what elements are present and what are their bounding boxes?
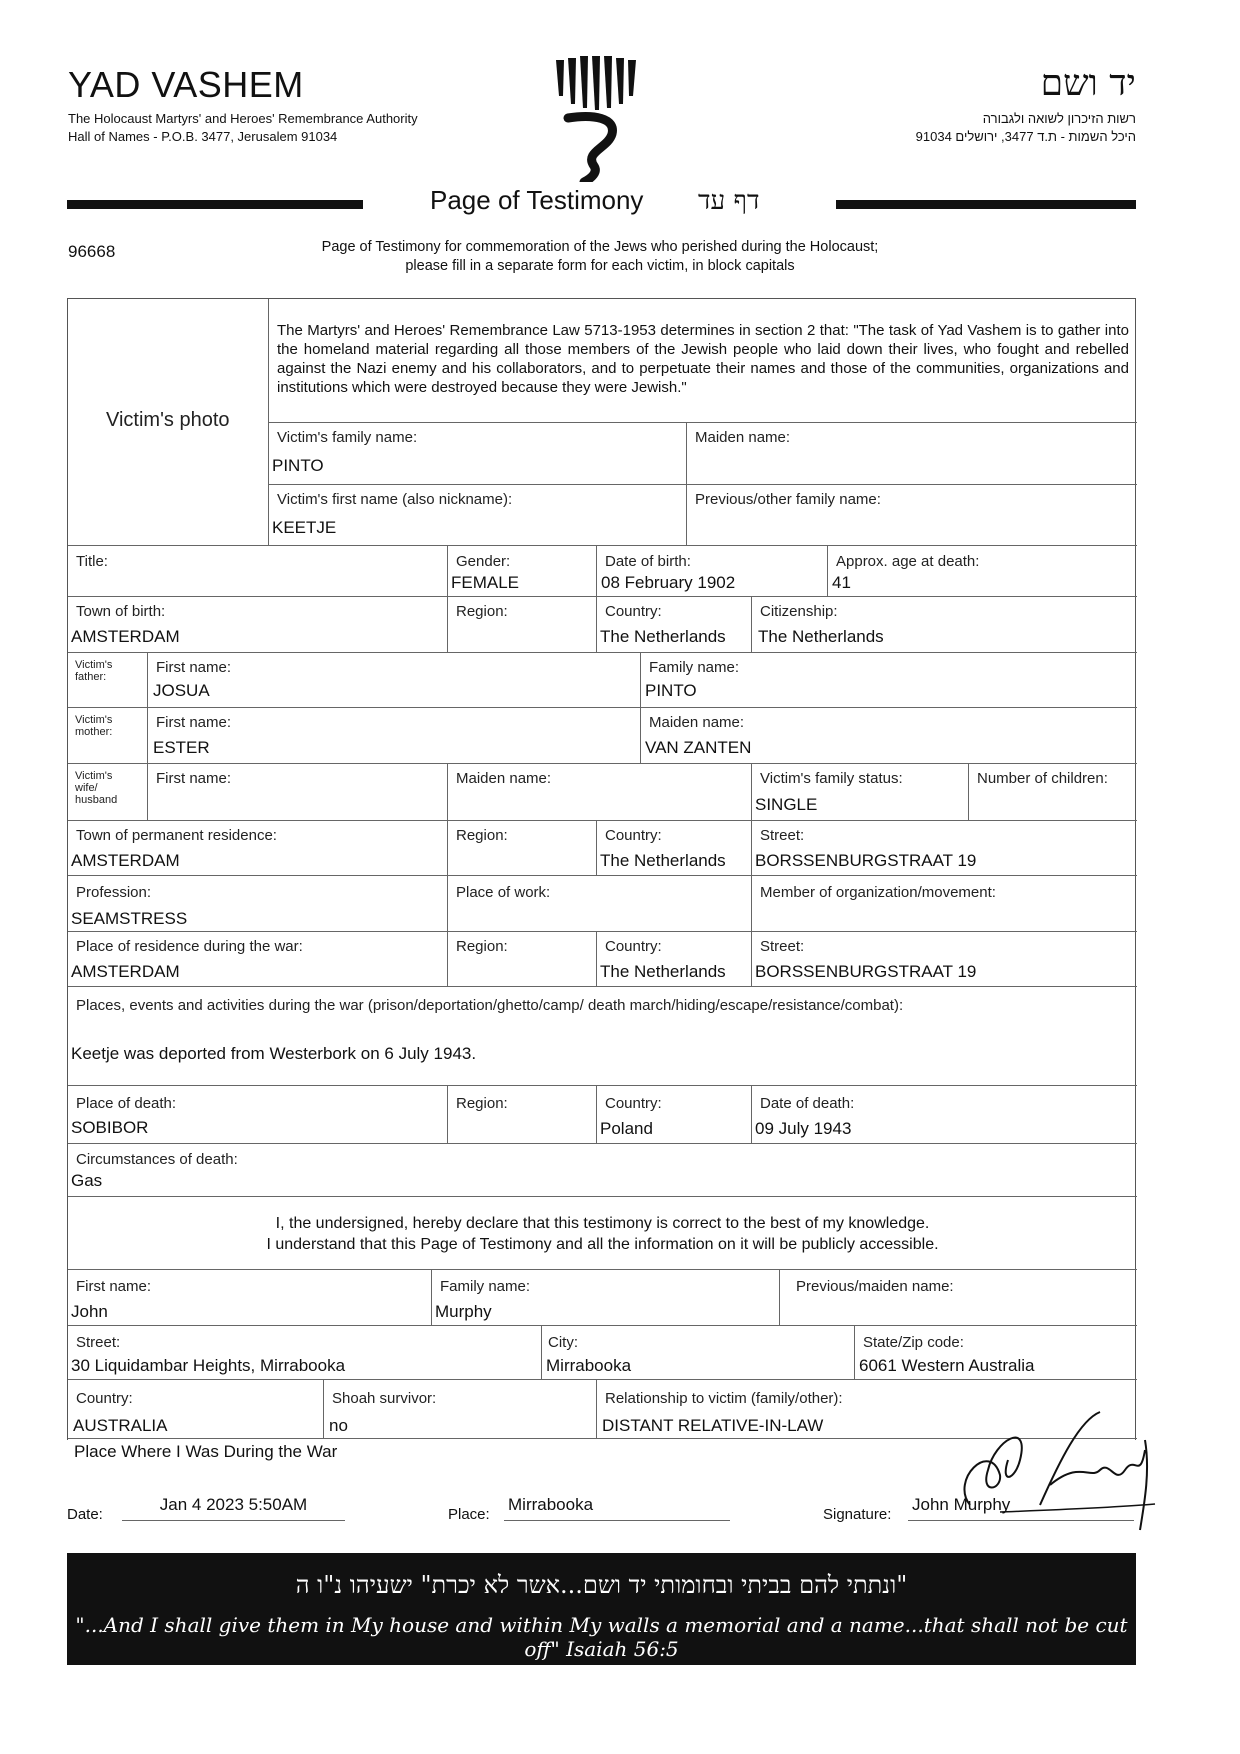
circumstances-label: Circumstances of death: bbox=[76, 1151, 238, 1168]
father-first-name-field[interactable] bbox=[147, 652, 641, 708]
gender-field[interactable] bbox=[447, 545, 597, 597]
mother-first-name-value: ESTER bbox=[153, 738, 210, 757]
submitter-family-name-label: Family name: bbox=[440, 1278, 531, 1295]
war-events-value: Keetje was deported from Westerbork on 6 July 1943. bbox=[71, 1044, 477, 1063]
war-country-label: Country: bbox=[605, 938, 662, 955]
submitter-city-value: Mirrabooka bbox=[546, 1356, 632, 1375]
date-of-birth-value: 08 February 1902 bbox=[601, 573, 736, 592]
org-address-he: היכל השמות - ת.ד 3477, ירושלים 91034 bbox=[915, 129, 1136, 144]
permanent-country-field[interactable] bbox=[596, 820, 752, 876]
declaration-line-2: I understand that this Page of Testimony and all the information on it will be publicly accessible. bbox=[266, 1236, 939, 1253]
circumstances-value: Gas bbox=[71, 1171, 103, 1190]
spouse-maiden-name-field[interactable] bbox=[447, 763, 752, 821]
father-first-name-label: First name: bbox=[156, 659, 232, 676]
signature-label: Signature: bbox=[823, 1506, 892, 1523]
mother-section-label-box bbox=[68, 707, 148, 764]
mother-first-name-label: First name: bbox=[156, 714, 232, 731]
family-status-label: Victim's family status: bbox=[760, 770, 903, 787]
father-first-name-value: JOSUA bbox=[153, 681, 210, 700]
citizenship-field[interactable] bbox=[751, 596, 1137, 653]
father-section-label: Victim's father: bbox=[75, 659, 113, 683]
mother-maiden-name-label: Maiden name: bbox=[649, 714, 745, 731]
submitter-previous-name-label: Previous/maiden name: bbox=[796, 1278, 954, 1295]
gender-label: Gender: bbox=[456, 553, 511, 570]
death-region-field[interactable] bbox=[447, 1085, 597, 1144]
age-at-death-label: Approx. age at death: bbox=[836, 553, 980, 570]
permanent-town-label: Town of permanent residence: bbox=[76, 827, 277, 844]
place-of-work-label: Place of work: bbox=[456, 884, 551, 901]
org-address-en: Hall of Names - P.O.B. 3477, Jerusalem 91034 bbox=[68, 129, 338, 144]
place-of-work-field[interactable] bbox=[447, 875, 752, 932]
victim-first-name-field[interactable] bbox=[268, 484, 687, 546]
birth-region-label: Region: bbox=[456, 603, 508, 620]
war-residence-value: AMSTERDAM bbox=[71, 962, 180, 981]
intro-line-1: Page of Testimony for commemoration of the Jews who perished during the Holocaust; bbox=[321, 239, 879, 255]
org-authority-en: The Holocaust Martyrs' and Heroes' Remembrance Authority bbox=[68, 111, 418, 126]
header-rule-right bbox=[836, 200, 1136, 209]
handwritten-signature bbox=[940, 1400, 1160, 1535]
place-field[interactable]: Mirrabooka bbox=[504, 1495, 730, 1521]
submitter-street-label: Street: bbox=[76, 1334, 121, 1351]
submitter-previous-name-field[interactable] bbox=[779, 1269, 1137, 1326]
war-street-label: Street: bbox=[760, 938, 805, 955]
org-subtitle-en bbox=[68, 110, 418, 146]
gender-value: FEMALE bbox=[451, 573, 520, 592]
place-of-death-field[interactable] bbox=[68, 1085, 448, 1144]
victim-family-name-label: Victim's family name: bbox=[277, 429, 418, 446]
war-region-label: Region: bbox=[456, 938, 508, 955]
submitter-first-name-value: John bbox=[71, 1302, 108, 1321]
date-of-death-field[interactable] bbox=[751, 1085, 1137, 1144]
submitter-family-name-field[interactable] bbox=[431, 1269, 780, 1326]
submitter-country-label: Country: bbox=[76, 1390, 133, 1407]
mother-first-name-field[interactable] bbox=[147, 707, 641, 764]
document-number: 96668 bbox=[68, 242, 116, 261]
submitter-street-field[interactable] bbox=[68, 1325, 542, 1380]
death-country-value: Poland bbox=[600, 1119, 653, 1138]
previous-family-name-field[interactable] bbox=[686, 484, 1137, 546]
war-residence-field[interactable] bbox=[68, 931, 448, 987]
father-family-name-label: Family name: bbox=[649, 659, 740, 676]
previous-family-name-label: Previous/other family name: bbox=[695, 491, 881, 508]
permanent-region-label: Region: bbox=[456, 827, 508, 844]
title-field[interactable] bbox=[68, 545, 448, 597]
profession-field[interactable] bbox=[68, 875, 448, 932]
war-country-field[interactable] bbox=[596, 931, 752, 987]
victim-family-name-value: PINTO bbox=[272, 456, 324, 475]
profession-label: Profession: bbox=[76, 884, 152, 901]
victim-family-name-field[interactable] bbox=[268, 422, 687, 485]
father-family-name-field[interactable] bbox=[640, 652, 1137, 708]
footer-quote-en: "...And I shall give them in My house and within My walls a memorial and a name...that shall not be cut off" Isaiah 56:5 bbox=[75, 1613, 1128, 1661]
date-of-birth-label: Date of birth: bbox=[605, 553, 691, 570]
date-field[interactable]: Jan 4 2023 5:50AM bbox=[122, 1495, 345, 1521]
permanent-region-field[interactable] bbox=[447, 820, 597, 876]
war-events-label: Places, events and activities during the war (prison/deportation/ghetto/camp/ death march/hiding/escape/resistance/combat): bbox=[76, 997, 904, 1014]
org-authority-he: רשות הזיכרון לשואה ולגבורה bbox=[982, 111, 1136, 126]
death-region-label: Region: bbox=[456, 1095, 508, 1112]
submitter-state-zip-label: State/Zip code: bbox=[863, 1334, 964, 1351]
permanent-town-value: AMSTERDAM bbox=[71, 851, 180, 870]
citizenship-value: The Netherlands bbox=[758, 627, 884, 646]
submitter-state-zip-value: 6061 Western Australia bbox=[859, 1356, 1035, 1375]
shoah-survivor-field[interactable] bbox=[323, 1379, 597, 1439]
war-street-field[interactable] bbox=[751, 931, 1137, 987]
submitter-state-zip-field[interactable] bbox=[854, 1325, 1137, 1380]
relationship-label: Relationship to victim (family/other): bbox=[605, 1390, 843, 1407]
submitter-first-name-field[interactable] bbox=[68, 1269, 432, 1326]
date-of-death-value: 09 July 1943 bbox=[755, 1119, 852, 1138]
organization-field[interactable] bbox=[751, 875, 1137, 932]
signature-field[interactable]: John Murphy bbox=[908, 1495, 1134, 1521]
date-of-birth-field[interactable] bbox=[596, 545, 828, 597]
death-country-field[interactable] bbox=[596, 1085, 752, 1144]
citizenship-label: Citizenship: bbox=[760, 603, 838, 620]
profession-value: SEAMSTRESS bbox=[71, 909, 188, 928]
testimony-form bbox=[67, 298, 1136, 1440]
town-of-birth-label: Town of birth: bbox=[76, 603, 166, 620]
family-status-value: SINGLE bbox=[755, 795, 818, 814]
org-name-he: יד ושם bbox=[1040, 63, 1136, 104]
war-events-field[interactable] bbox=[68, 986, 1137, 1086]
yad-vashem-logo-icon bbox=[554, 56, 638, 182]
org-subtitle-he bbox=[916, 110, 1136, 146]
date-of-death-label: Date of death: bbox=[760, 1095, 855, 1112]
intro-text bbox=[260, 238, 940, 276]
birth-country-field[interactable] bbox=[596, 596, 752, 653]
maiden-name-label: Maiden name: bbox=[695, 429, 791, 446]
birth-country-label: Country: bbox=[605, 603, 662, 620]
submitter-street-value: 30 Liquidambar Heights, Mirrabooka bbox=[71, 1356, 346, 1375]
submitter-city-label: City: bbox=[548, 1334, 578, 1351]
shoah-survivor-label: Shoah survivor: bbox=[332, 1390, 437, 1407]
header-rule-left bbox=[67, 200, 363, 209]
org-name-en: YAD VASHEM bbox=[68, 64, 304, 105]
spouse-section-label-box bbox=[68, 763, 148, 821]
submitter-city-field[interactable] bbox=[541, 1325, 855, 1380]
page-title: Page of Testimony bbox=[430, 185, 644, 215]
victim-first-name-label: Victim's first name (also nickname): bbox=[277, 491, 513, 508]
place-label: Place: bbox=[448, 1506, 490, 1523]
permanent-street-value: BORSSENBURGSTRAAT 19 bbox=[755, 851, 977, 870]
spouse-first-name-label: First name: bbox=[156, 770, 232, 787]
permanent-town-field[interactable] bbox=[68, 820, 448, 876]
mother-maiden-name-field[interactable] bbox=[640, 707, 1137, 764]
law-box bbox=[268, 299, 1137, 423]
spouse-section-label: Victim's wife/ husband bbox=[75, 770, 118, 806]
date-label: Date: bbox=[67, 1506, 103, 1523]
father-section-label-box bbox=[68, 652, 148, 708]
law-text: The Martyrs' and Heroes' Remembrance Law 5713-1953 determines in section 2 that: "The task of Yad Vashem is to gather into the homeland material regarding all those members of the Jewish people who laid down their lives, who fought and rebelled against the Nazi enemy and his collaborators, and to perpetuate their names and those of the communities, organizations and institutions which were destroyed because they were Jewish." bbox=[277, 322, 1129, 396]
birth-country-value: The Netherlands bbox=[600, 627, 726, 646]
war-residence-label: Place of residence during the war: bbox=[76, 938, 303, 955]
spouse-maiden-name-label: Maiden name: bbox=[456, 770, 552, 787]
maiden-name-field[interactable] bbox=[686, 422, 1137, 485]
intro-line-2: please fill in a separate form for each victim, in block capitals bbox=[405, 258, 795, 274]
footer-quote-banner bbox=[67, 1553, 1136, 1665]
permanent-street-label: Street: bbox=[760, 827, 805, 844]
footer-quote-he: "ונתתי להם בביתי ובחומותי יד ושם...אשר לא יכרת" ישעיהו נ"ו ה bbox=[295, 1571, 908, 1599]
declaration-line-1: I, the undersigned, hereby declare that this testimony is correct to the best of my knowledge. bbox=[275, 1215, 930, 1232]
permanent-country-value: The Netherlands bbox=[600, 851, 726, 870]
permanent-street-field[interactable] bbox=[751, 820, 1137, 876]
father-family-name-value: PINTO bbox=[645, 681, 697, 700]
war-street-value: BORSSENBURGSTRAAT 19 bbox=[755, 962, 977, 981]
number-of-children-label: Number of children: bbox=[977, 770, 1108, 787]
submitter-country-value: AUSTRALIA bbox=[73, 1416, 168, 1435]
spouse-first-name-field[interactable] bbox=[147, 763, 448, 821]
death-country-label: Country: bbox=[605, 1095, 662, 1112]
mother-maiden-name-value: VAN ZANTEN bbox=[645, 738, 752, 757]
war-country-value: The Netherlands bbox=[600, 962, 726, 981]
place-during-war-label: Place Where I Was During the War bbox=[74, 1442, 338, 1461]
declaration-text bbox=[68, 1213, 1137, 1255]
birth-region-field[interactable] bbox=[447, 596, 597, 653]
victim-first-name-value: KEETJE bbox=[272, 518, 337, 537]
submitter-country-field[interactable] bbox=[68, 1379, 324, 1439]
submitter-first-name-label: First name: bbox=[76, 1278, 152, 1295]
family-status-field[interactable] bbox=[751, 763, 969, 821]
mother-section-label: Victim's mother: bbox=[75, 714, 113, 738]
circumstances-field[interactable] bbox=[68, 1143, 1137, 1197]
organization-label: Member of organization/movement: bbox=[760, 884, 996, 901]
age-at-death-value: 41 bbox=[832, 573, 851, 592]
relationship-value: DISTANT RELATIVE-IN-LAW bbox=[602, 1416, 824, 1435]
place-of-death-label: Place of death: bbox=[76, 1095, 177, 1112]
photo-box[interactable] bbox=[68, 299, 269, 546]
shoah-survivor-value: no bbox=[329, 1416, 348, 1435]
permanent-country-label: Country: bbox=[605, 827, 662, 844]
title-label: Title: bbox=[76, 553, 108, 570]
page-title-he: דף עד bbox=[698, 186, 760, 216]
submitter-family-name-value: Murphy bbox=[435, 1302, 492, 1321]
photo-label: Victim's photo bbox=[106, 409, 230, 431]
place-of-death-value: SOBIBOR bbox=[71, 1118, 149, 1137]
war-region-field[interactable] bbox=[447, 931, 597, 987]
town-of-birth-field[interactable] bbox=[68, 596, 448, 653]
age-at-death-field[interactable] bbox=[827, 545, 1137, 597]
town-of-birth-value: AMSTERDAM bbox=[71, 627, 180, 646]
declaration-box bbox=[68, 1196, 1137, 1270]
number-of-children-field[interactable] bbox=[968, 763, 1137, 821]
